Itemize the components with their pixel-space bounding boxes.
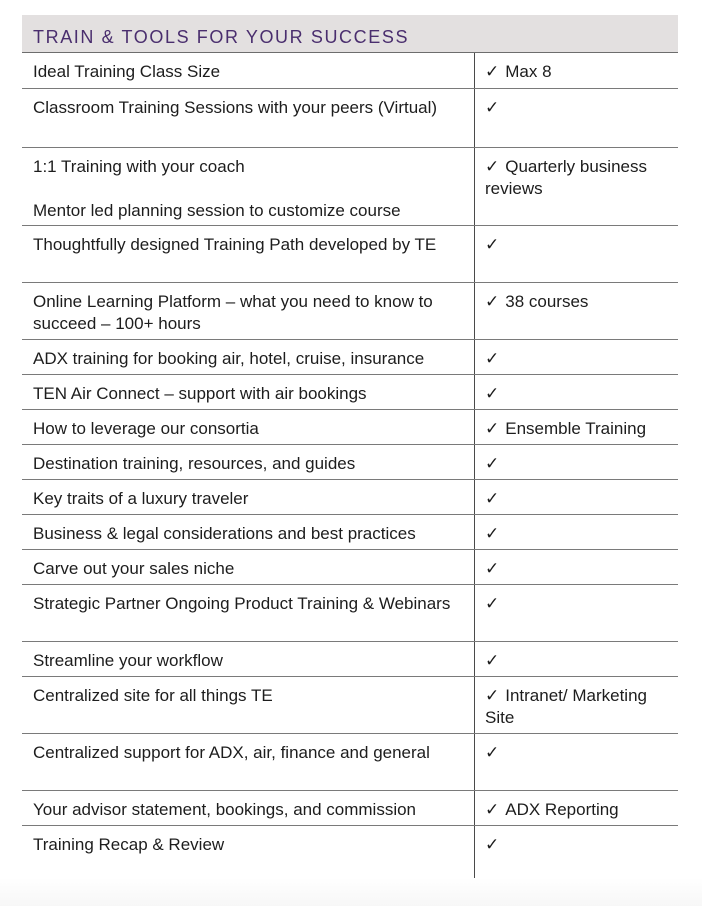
check-icon: ✓ [485,489,500,508]
table-row [22,89,678,148]
check-cell [475,734,678,790]
page-bottom-fade [0,878,702,906]
table-header [22,15,678,53]
feature-cell: Carve out your sales niche [22,550,475,584]
table-row [22,148,678,226]
table-row [22,515,678,550]
check-cell [475,826,678,884]
check-cell [475,283,678,339]
table-title: TRAIN & TOOLS FOR YOUR SUCCESS [33,27,410,47]
feature-cell: Destination training, resources, and guides [22,445,475,479]
check-icon: ✓ [485,686,500,705]
training-tools-table [22,15,678,884]
check-cell [475,642,678,676]
check-icon: ✓ [485,454,500,473]
feature-cell: Key traits of a luxury traveler [22,480,475,514]
check-icon: ✓ [485,235,500,254]
check-icon: ✓ [485,292,500,311]
feature-cell: Streamline your workflow [22,642,475,676]
check-note: Ensemble Training [505,419,647,438]
check-icon: ✓ [485,743,500,762]
feature-cell: Strategic Partner Ongoing Product Training & Webinars [22,585,475,641]
check-cell [475,410,678,444]
check-icon: ✓ [485,651,500,670]
feature-cell: Classroom Training Sessions with your peers (Virtual) [22,89,475,147]
feature-cell: How to leverage our consortia [22,410,475,444]
feature-cell: Online Learning Platform – what you need to know to succeed – 100+ hours [22,283,475,339]
table-row [22,677,678,734]
check-cell [475,585,678,641]
check-cell [475,148,678,225]
check-cell [475,550,678,584]
table-row [22,550,678,585]
check-note: 38 courses [505,292,589,311]
check-icon: ✓ [485,384,500,403]
table-row [22,642,678,677]
check-note: Max 8 [505,62,552,81]
check-icon: ✓ [485,98,500,117]
check-icon: ✓ [485,349,500,368]
feature-cell: Centralized site for all things TE [22,677,475,733]
table-row [22,826,678,884]
check-cell [475,677,678,733]
check-icon: ✓ [485,524,500,543]
check-cell [475,515,678,549]
table-row [22,53,678,89]
check-note: ADX Reporting [505,800,619,819]
check-cell [475,445,678,479]
check-cell [475,53,678,88]
table-row [22,791,678,826]
check-icon: ✓ [485,835,500,854]
table-row [22,585,678,642]
check-icon: ✓ [485,62,500,81]
check-icon: ✓ [485,157,500,176]
feature-text: 1:1 Training with your coach [33,157,245,176]
check-cell [475,375,678,409]
feature-cell: Thoughtfully designed Training Path developed by TE [22,226,475,282]
table-row [22,375,678,410]
check-cell [475,89,678,147]
feature-cell: Business & legal considerations and best practices [22,515,475,549]
check-cell [475,226,678,282]
feature-subtext: Mentor led planning session to customize course [33,201,401,220]
check-note: Quarterly business reviews [485,157,647,198]
feature-cell: Your advisor statement, bookings, and commission [22,791,475,825]
check-icon: ✓ [485,419,500,438]
feature-cell: ADX training for booking air, hotel, cruise, insurance [22,340,475,374]
table-row [22,480,678,515]
table-row [22,283,678,340]
check-icon: ✓ [485,594,500,613]
check-cell [475,480,678,514]
check-cell [475,340,678,374]
table-row [22,734,678,791]
check-note: Intranet/ Marketing Site [485,686,647,727]
check-icon: ✓ [485,800,500,819]
feature-cell [22,148,475,225]
feature-cell: Training Recap & Review [22,826,475,884]
table-row [22,226,678,283]
check-icon: ✓ [485,559,500,578]
check-cell [475,791,678,825]
feature-cell: TEN Air Connect – support with air bookings [22,375,475,409]
table-row [22,410,678,445]
feature-cell: Centralized support for ADX, air, finance and general [22,734,475,790]
feature-cell: Ideal Training Class Size [22,53,475,88]
table-row [22,340,678,375]
table-row [22,445,678,480]
